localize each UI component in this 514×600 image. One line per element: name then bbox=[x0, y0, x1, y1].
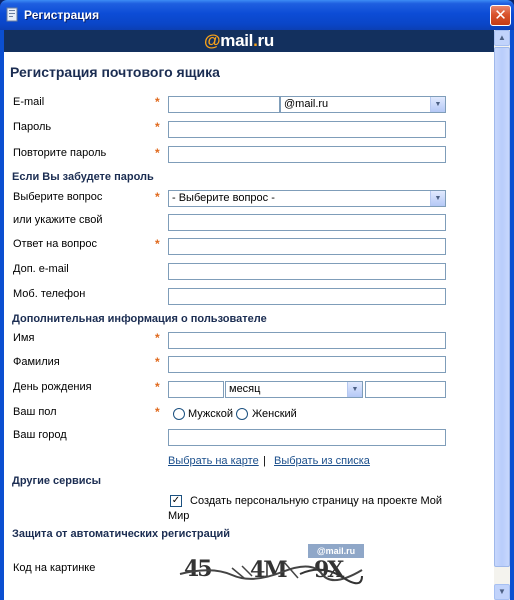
required-mark: * bbox=[155, 331, 160, 345]
section-user-info: Дополнительная информация о пользователе bbox=[12, 313, 267, 325]
question-label: Выберите вопрос bbox=[13, 191, 103, 203]
mobile-label: Моб. телефон bbox=[13, 288, 86, 300]
captcha-noise bbox=[172, 544, 364, 588]
gender-female-label[interactable]: Женский bbox=[252, 408, 297, 420]
required-mark: * bbox=[155, 120, 160, 134]
gender-male-radio[interactable] bbox=[173, 408, 185, 420]
required-mark: * bbox=[155, 95, 160, 109]
birthday-label: День рождения bbox=[13, 381, 92, 393]
required-mark: * bbox=[155, 237, 160, 251]
captcha-label: Код на картинке bbox=[13, 562, 96, 574]
captcha-image bbox=[172, 544, 364, 588]
password-repeat-label: Повторите пароль bbox=[13, 147, 107, 159]
vertical-scrollbar[interactable] bbox=[494, 30, 510, 600]
required-mark: * bbox=[155, 405, 160, 419]
my-world-checkbox[interactable] bbox=[170, 495, 182, 507]
last-name-label: Фамилия bbox=[13, 356, 60, 368]
logo-bar bbox=[4, 30, 494, 52]
required-mark: * bbox=[155, 355, 160, 369]
section-protection: Защита от автоматических регистраций bbox=[12, 528, 231, 540]
scroll-thumb[interactable] bbox=[494, 47, 510, 567]
required-mark: * bbox=[155, 380, 160, 394]
checkmark-icon: ✓ bbox=[171, 495, 181, 506]
mailru-logo[interactable]: @mail.ru bbox=[204, 31, 274, 50]
window-titlebar bbox=[0, 0, 514, 30]
gender-female-radio[interactable] bbox=[236, 408, 248, 420]
dropdown-arrow-icon[interactable]: ▼ bbox=[430, 191, 445, 206]
answer-input[interactable] bbox=[168, 238, 446, 255]
choose-on-map-link[interactable]: Выбрать на карте bbox=[168, 455, 259, 467]
my-world-label-line2[interactable]: Мир bbox=[168, 510, 190, 522]
mobile-input[interactable] bbox=[168, 288, 446, 305]
captcha-glyphs-3: 9X bbox=[314, 557, 343, 583]
city-label: Ваш город bbox=[13, 429, 67, 441]
own-question-input[interactable] bbox=[168, 214, 446, 231]
extra-email-label: Доп. e-mail bbox=[13, 263, 69, 275]
close-icon: ✕ bbox=[494, 7, 507, 24]
password-input[interactable] bbox=[168, 121, 446, 138]
birthday-day-input[interactable] bbox=[168, 381, 224, 398]
birthday-month-select[interactable] bbox=[225, 381, 363, 398]
city-input[interactable] bbox=[168, 429, 446, 446]
dropdown-arrow-icon[interactable]: ▼ bbox=[430, 97, 445, 112]
registration-page bbox=[4, 30, 494, 600]
email-domain-select[interactable] bbox=[280, 96, 446, 113]
question-select[interactable] bbox=[168, 190, 446, 207]
gender-male-label[interactable]: Мужской bbox=[188, 408, 233, 420]
answer-label: Ответ на вопрос bbox=[13, 238, 97, 250]
dropdown-arrow-icon[interactable]: ▼ bbox=[347, 382, 362, 397]
first-name-input[interactable] bbox=[168, 332, 446, 349]
captcha-mailru-badge: @mail.ru bbox=[308, 544, 364, 558]
window-title: Регистрация bbox=[24, 8, 100, 22]
email-domain-value: @mail.ru bbox=[284, 98, 329, 110]
gender-label: Ваш пол bbox=[13, 406, 57, 418]
question-select-value: - Выберите вопрос - bbox=[172, 192, 275, 204]
scroll-up-arrow-icon[interactable]: ▲ bbox=[494, 30, 510, 46]
section-other-services: Другие сервисы bbox=[12, 475, 102, 487]
my-world-label-line1[interactable]: Создать персональную страницу на проекте Мой bbox=[190, 495, 442, 507]
window-border-right bbox=[510, 30, 514, 600]
first-name-label: Имя bbox=[13, 332, 35, 344]
last-name-input[interactable] bbox=[168, 356, 446, 373]
required-mark: * bbox=[155, 190, 160, 204]
extra-email-input[interactable] bbox=[168, 263, 446, 280]
required-mark: * bbox=[155, 146, 160, 160]
password-repeat-input[interactable] bbox=[168, 146, 446, 163]
email-label: E-mail bbox=[13, 96, 45, 108]
scroll-down-arrow-icon[interactable]: ▼ bbox=[494, 584, 510, 600]
birthday-year-input[interactable] bbox=[365, 381, 446, 398]
window-app-icon bbox=[6, 7, 20, 22]
birthday-month-value: месяц bbox=[229, 383, 261, 395]
own-question-label: или укажите свой bbox=[13, 214, 103, 226]
captcha-glyphs-2: 4M bbox=[250, 557, 286, 583]
email-login-input[interactable] bbox=[168, 96, 280, 113]
section-forgot-password: Если Вы забудете пароль bbox=[12, 171, 154, 183]
password-label: Пароль bbox=[13, 121, 52, 133]
links-separator: | bbox=[263, 455, 266, 467]
page-title: Регистрация почтового ящика bbox=[10, 64, 220, 80]
close-button[interactable] bbox=[490, 5, 511, 26]
captcha-glyphs-1: 45 bbox=[184, 556, 211, 582]
choose-from-list-link[interactable]: Выбрать из списка bbox=[274, 455, 370, 467]
